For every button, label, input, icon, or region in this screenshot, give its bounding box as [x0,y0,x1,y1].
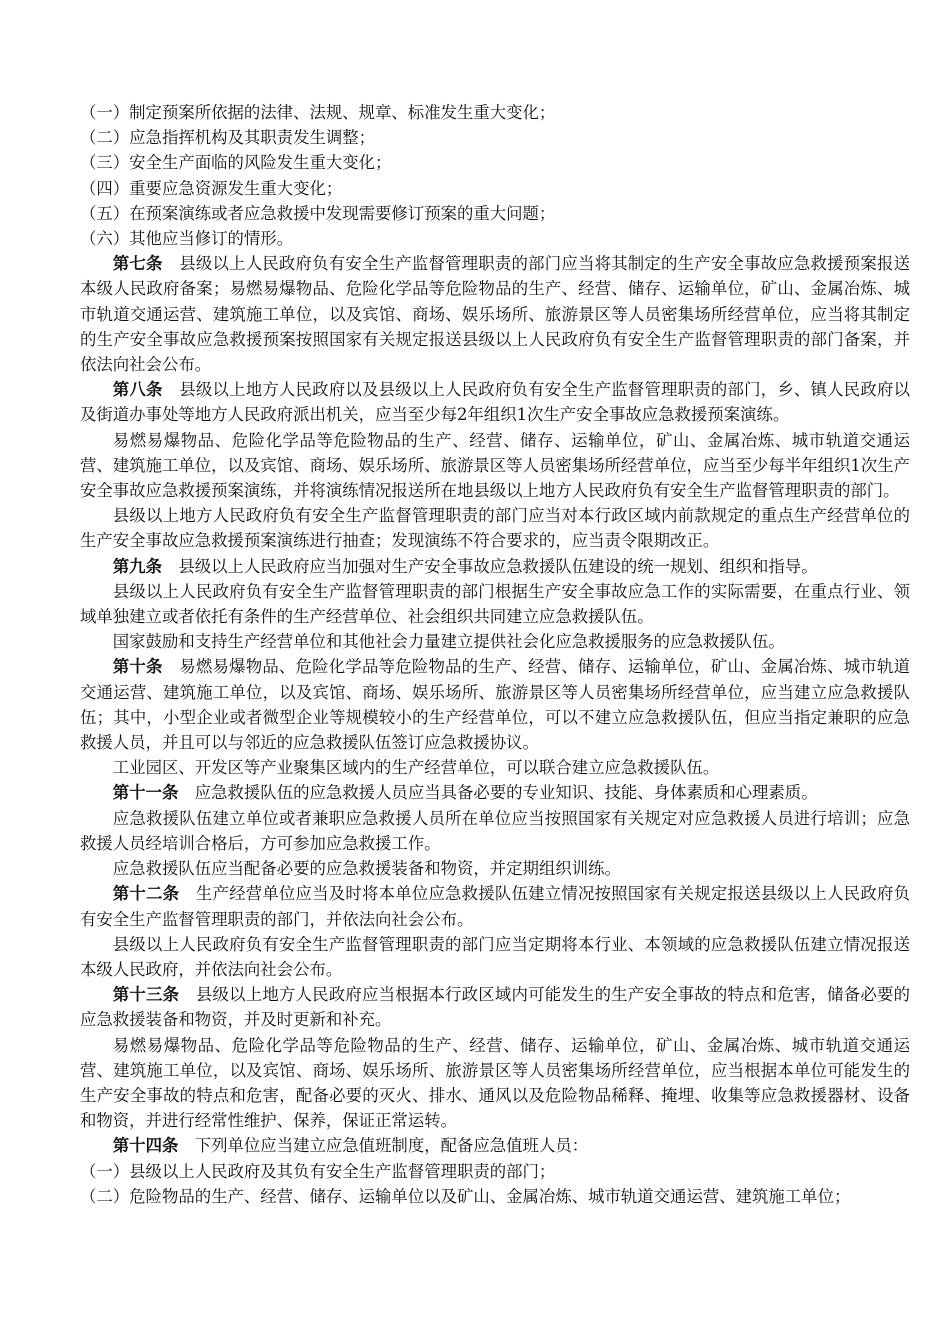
paragraph: 县级以上人民政府负有安全生产监督管理职责的部门应当定期将本行业、本领域的应急救援队伍建立情况报送本级人民政府，并依法向社会公布。 [80,934,910,979]
article-8 [80,377,910,427]
article-label: 第七条 [112,254,163,274]
article-text: 县级以上人民政府应当加强对生产安全事故应急救援队伍建设的统一规划、组织和指导。 [161,556,818,576]
article-text: 易燃易爆物品、危险化学品等危险物品的生产、经营、储存、运输单位，矿山、金属冶炼、城市轨道交通运营、建筑施工单位，以及宾馆、商场、娱乐场所、旅游景区等人员密集场所经营单位，应当建立应急救援队伍；其中，小型企业或者微型企业等规模较小的生产经营单位，可以不建立应急救援队伍，但应当指定兼职的应急救援人员，并且可以与邻近的应急救援队伍签订应急救援协议。 [80,657,911,753]
article-text: 下列单位应当建立应急值班制度，配备应急值班人员： [178,1136,589,1156]
article-text: 县级以上地方人民政府以及县级以上人民政府负有安全生产监督管理职责的部门，乡、镇人民政府以及街道办事处等地方人民政府派出机关，应当至少每2年组织1次生产安全事故应急救援预案演练。 [80,380,911,425]
paragraph: 县级以上人民政府负有安全生产监督管理职责的部门根据生产安全事故应急工作的实际需要，在重点行业、领域单独建立或者依托有条件的生产经营单位、社会组织共同建立应急救援队伍。 [80,581,910,627]
article-label: 第十四条 [112,1136,179,1156]
list-item: （一）制定预案所依据的法律、法规、规章、标准发生重大变化； [80,103,556,122]
paragraph: 国家鼓励和支持生产经营单位和其他社会力量建立提供社会化应急救援服务的应急救援队伍。 [112,632,785,652]
article-14 [80,1133,910,1158]
article-label: 第十一条 [112,783,179,803]
paragraph: 易燃易爆物品、危险化学品等危险物品的生产、经营、储存、运输单位，矿山、金属冶炼、城市轨道交通运营、建筑施工单位，以及宾馆、商场、娱乐场所、旅游景区等人员密集场所经营单位，应当根据本单位可能发生的生产安全事故的特点和危害，配备必要的灭火、排水、通风以及危险物品稀释、掩埋、收集等应急救援器材、设备和物资，并进行经常性维护、保养，保证正常运转。 [80,1035,910,1131]
list-item: （二）应急指挥机构及其职责发生调整； [80,128,376,148]
list-item: （六）其他应当修订的情形。 [80,229,294,249]
paragraph: 易燃易爆物品、危险化学品等危险物品的生产、经营、储存、运输单位，矿山、金属冶炼、城市轨道交通运营、建筑施工单位，以及宾馆、商场、娱乐场所、旅游景区等人员密集场所经营单位，应当至少每半年组织1次生产安全事故应急救援预案演练，并将演练情况报送所在地县级以上地方人民政府负有安全生产监督管理职责的部门。 [80,430,910,501]
article-12 [80,881,910,931]
article-text: 县级以上地方人民政府应当根据本行政区域内可能发生的生产安全事故的特点和危害，储备必要的应急救援装备和物资，并及时更新和补充。 [80,985,910,1030]
paragraph: 应急救援队伍建立单位或者兼职应急救援人员所在单位应当按照国家有关规定对应急救援人员进行培训；应急救援人员经培训合格后，方可参加应急救援工作。 [80,808,910,853]
document-page [80,100,910,1209]
article-9 [80,554,910,579]
article-text: 县级以上人民政府负有安全生产监督管理职责的部门应当将其制定的生产安全事故应急救援预案报送本级人民政府备案；易燃易爆物品、危险化学品等危险物品的生产、经营、储存、运输单位，矿山、金属冶炼、城市轨道交通运营、建筑施工单位，以及宾馆、商场、娱乐场所、旅游景区等人员密集场所经营单位，应当将其制定的生产安全事故应急救援预案按照国家有关规定报送县级以上人民政府负有安全生产监督管理职责的部门备案，并依法向社会公布。 [80,254,911,375]
list-item: （三）安全生产面临的风险发生重大变化； [80,153,392,173]
article-11 [80,780,910,805]
paragraph: 县级以上地方人民政府负有安全生产监督管理职责的部门应当对本行政区域内前款规定的重点生产经营单位的生产安全事故应急救援预案演练进行抽查；发现演练不符合要求的，应当责令限期改正。 [80,506,910,551]
article-text: 生产经营单位应当及时将本单位应急救援队伍建立情况按照国家有关规定报送县级以上人民政府负有安全生产监督管理职责的部门，并依法向社会公布。 [80,884,910,929]
article-label: 第九条 [112,556,162,576]
list-item: （二）危险物品的生产、经营、储存、运输单位以及矿山、金属冶炼、城市轨道交通运营、建筑施工单位； [80,1186,851,1206]
paragraph: 应急救援队伍应当配备必要的应急救援装备和物资，并定期组织训练。 [112,859,621,879]
article-label: 第十二条 [112,884,180,904]
paragraph: 工业园区、开发区等产业聚集区域内的生产经营单位，可以联合建立应急救援队伍。 [112,758,720,778]
article-13 [80,982,910,1032]
article-label: 第八条 [112,380,163,400]
article-10 [80,654,910,755]
article-text: 应急救援队伍的应急救援人员应当具备必要的专业知识、技能、身体素质和心理素质。 [178,783,818,803]
article-label: 第十三条 [112,985,180,1005]
list-item: （五）在预案演练或者应急救援中发现需要修订预案的重大问题； [80,203,556,223]
article-label: 第十条 [112,657,163,677]
article-7 [80,251,910,377]
list-item: （四）重要应急资源发生重大变化； [80,178,343,198]
list-item: （一）县级以上人民政府及其负有安全生产监督管理职责的部门； [80,1161,556,1181]
